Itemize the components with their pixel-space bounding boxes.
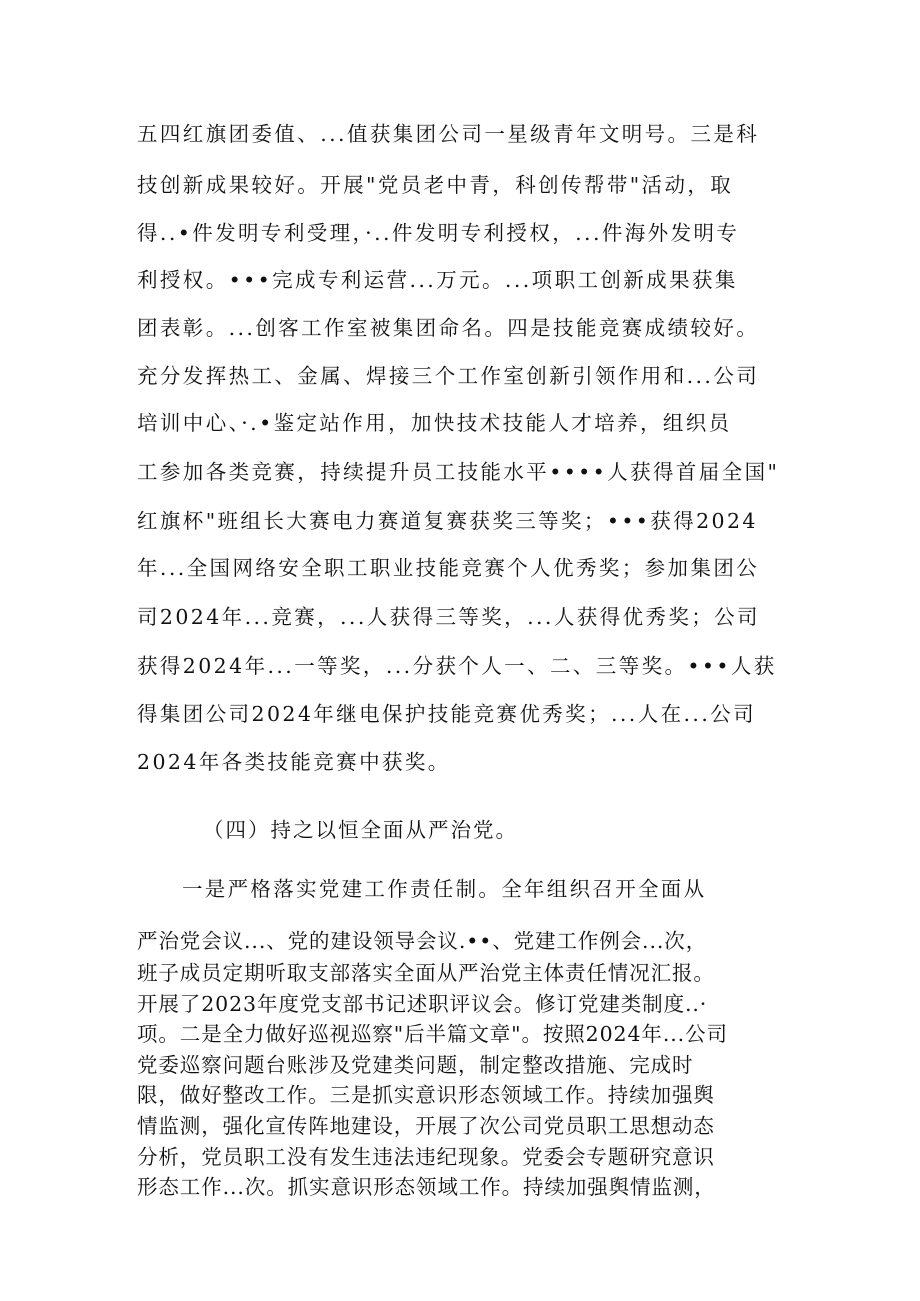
text-line: 得集团公司2024年继电保护技能竞赛优秀奖；...人在...公司 — [137, 702, 757, 726]
text-line: 技创新成果较好。开展"党员老中青，科创传帮带"活动，取 — [137, 173, 734, 197]
text-line: 限，做好整改工作。三是抓实意识形态领域工作。持续加强舆 — [137, 1083, 715, 1107]
text-line: 开展了2023年度党支部书记述职评议会。修订党建类制度..· — [137, 992, 708, 1016]
text-line: 分析，党员职工没有发生违法违纪现象。党委会专题研究意识 — [137, 1145, 715, 1169]
text-line: 五四红旗团委值、...值获集团公司一星级青年文明号。三是科 — [137, 122, 760, 146]
text-line: 充分发挥热工、金属、焊接三个工作室创新引领作用和...公司 — [137, 364, 760, 388]
text-line: 党委巡察问题台账涉及党建类问题，制定整改措施、完成时 — [137, 1053, 694, 1077]
text-line: 严治党会议...、党的建设领导会议.••、党建工作例会...次， — [137, 929, 708, 953]
section-heading: （四）持之以恒全面从严治党。 — [203, 818, 518, 842]
text-line: 利授权。•••完成专利运营...万元。...项职工创新成果获集 — [137, 268, 738, 292]
text-line: 司2024年...竞赛，...人获得三等奖，...人获得优秀奖；公司 — [137, 605, 760, 629]
text-line: 红旗杯"班组长大赛电力赛道复赛获奖三等奖；•••获得2024 — [137, 509, 758, 533]
text-line: 培训中心、·.•鉴定站作用，加快技术技能人才培养，组织员 — [137, 411, 732, 435]
text-line: 班子成员定期听取支部落实全面从严治党主体责任情况汇报。 — [137, 961, 715, 985]
paragraph-first-line: 一是严格落实党建工作责任制。全年组织召开全面从 — [182, 877, 707, 901]
text-line: 情监测，强化宣传阵地建设，开展了次公司党员职工思想动态 — [137, 1114, 715, 1138]
text-line: 获得2024年...一等奖，...分获个人一、二、三等奖。•••人获 — [137, 654, 777, 678]
text-line: 得..•件发明专利受理，·..件发明专利授权，...件海外发明专 — [137, 221, 740, 245]
text-line: 工参加各类竞赛，持续提升员工技能水平••••人获得首届全国" — [137, 460, 780, 484]
text-line: 项。二是全力做好巡视巡察"后半篇文章"。按照2024年...公司 — [137, 1022, 728, 1046]
text-line: 形态工作...次。抓实意识形态领域工作。持续加强舆情监测， — [137, 1175, 716, 1199]
text-line: 年...全国网络安全职工职业技能竞赛个人优秀奖；参加集团公 — [137, 556, 760, 580]
text-line: 团表彰。...创客工作室被集团命名。四是技能竞赛成绩较好。 — [137, 316, 760, 340]
text-line: 2024年各类技能竞赛中获奖。 — [137, 750, 451, 774]
